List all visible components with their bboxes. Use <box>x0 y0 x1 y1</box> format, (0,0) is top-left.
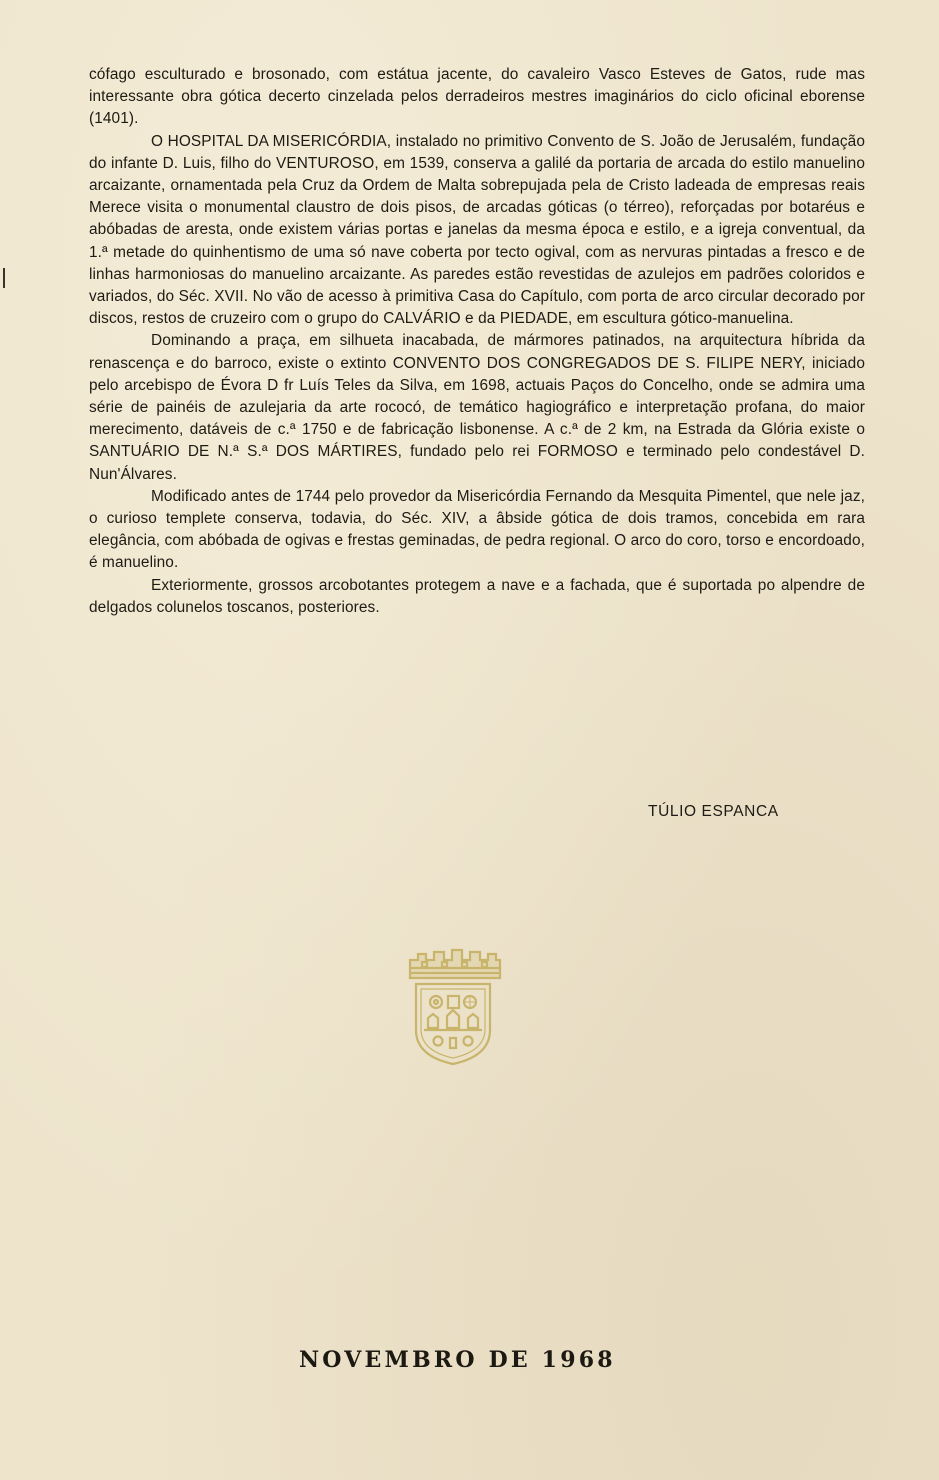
paragraph-1: cófago esculturado e brosonado, com estátua jacente, do cavaleiro Vasco Esteves de Gatos, rude mas interessante obra gótica decerto cinzelada pelos derradeiros mestres imaginários do ciclo oficinal eborense (1401). <box>89 66 865 128</box>
coat-of-arms-icon <box>402 944 504 1068</box>
paragraph-2: O HOSPITAL DA MISERICÓRDIA, instalado no primitivo Convento de S. João de Jerusalém, fundação do infante D. Luis, filho do VENTUROSO, em 1539, conserva a galilé da portaria de arcada do estilo manuelino arcaizante, ornamentada pela Cruz da Ordem de Malta sobrepujada pela de Cristo ladeada de empresas reais Merece visita o monumental claustro de dois pisos, de arcadas góticas (o térreo), reforçadas por botaréus e abóbadas de aresta, onde existem várias portas e janelas da mesma época e estilo, e a igreja conventual, da 1.ª metade do quinhentismo de uma só nave coberta por tecto ogival, com as nervuras pintadas a fresco e de linhas harmoniosas do manuelino arcaizante. As paredes estão revestidas de azulejos em padrões coloridos e variados, do Séc. XVII. No vão de acesso à primitiva Casa do Capítulo, com porta de arco circular decorado por discos, restos de cruzeiro com o grupo do CALVÁRIO e da PIEDADE, em escultura gótico-manuelina. <box>89 132 865 328</box>
margin-mark <box>3 268 5 288</box>
author-signature: TÚLIO ESPANCA <box>648 803 779 820</box>
paragraph-3: Dominando a praça, em silhueta inacabada, de mármores patinados, na arquitectura híbrida da renascença e do barroco, existe o extinto CONVENTO DOS CONGREGADOS DE S. FILIPE NERY, iniciado pelo arcebispo de Évora D fr Luís Teles da Silva, em 1698, actuais Paços do Concelho, onde se admira uma série de painéis de azulejaria da arte rococó, de temático hagiográfico e interpretação profana, do maior merecimento, datáveis de c.ª 1750 e de fabricação lisbonense. A c.ª de 2 km, na Estrada da Glória existe o SANTUÁRIO DE N.ª S.ª DOS MÁRTIRES, fundado pelo rei FORMOSO e terminado pelo condestável D. Nun'Álvares. <box>89 332 865 483</box>
paragraph-4: Modificado antes de 1744 pelo provedor da Misericórdia Fernando da Mesquita Pimentel, que nele jaz, o curioso templete conserva, todavia, do Séc. XIV, a âbside gótica de dois tramos, concebida em rara elegância, com abóbada de ogivas e frestas geminadas, de pedra regional. O arco do coro, torso e encordoado, é manuelino. <box>89 487 865 572</box>
paragraph-5: Exteriormente, grossos arcobotantes protegem a nave e a fachada, que é suportada po alpendre de delgados colunelos toscanos, posteriores. <box>89 576 865 616</box>
publication-date: NOVEMBRO DE 1968 <box>299 1347 616 1373</box>
body-text <box>89 64 865 619</box>
